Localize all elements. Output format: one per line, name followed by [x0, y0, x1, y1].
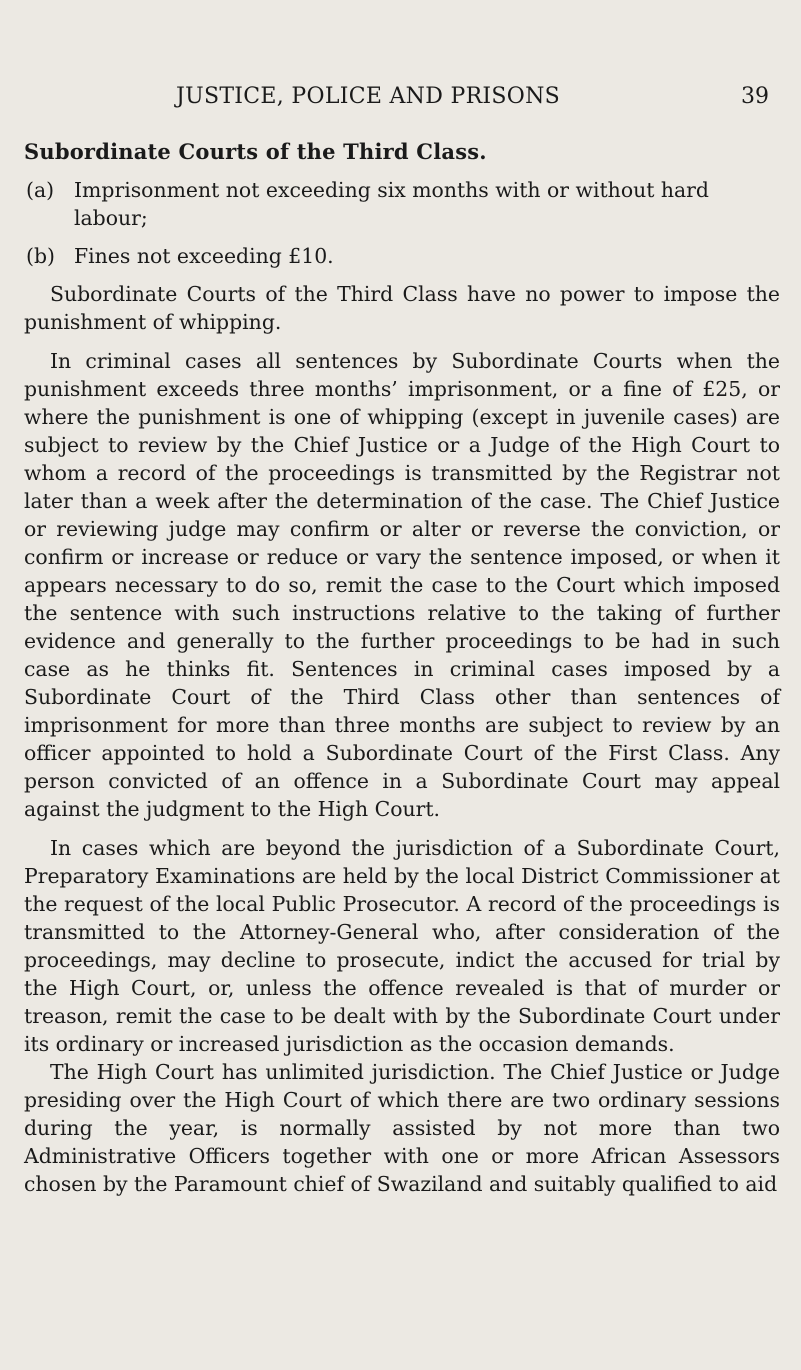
page-body: [24, 138, 780, 1209]
list-item-a: [24, 176, 780, 232]
list-item-b: [24, 242, 780, 270]
list-item-label: (b): [26, 244, 55, 268]
paragraph-preparatory-examinations: In cases which are beyond the jurisdiction of a Subordinate Court, Preparatory Examinations are held by the local District Commissioner at the request of the local Public Prosecutor. A record of the proceedings is transmitted to the Attorney-General who, after consideration of the proceedings, may decline to prosecute, indict the accused for trial by the High Court, or, unless the offence revealed is that of murder or treason, remit the case to be dealt with by the Subordinate Court under its ordinary or increased jurisdiction as the occasion demands.: [24, 836, 780, 1056]
list-item-text: Imprisonment not exceeding six months with or without hard labour;: [74, 178, 709, 230]
list-item-label: (a): [26, 178, 55, 202]
paragraph-high-court: The High Court has unlimited jurisdiction. The Chief Justice or Judge presiding over the High Court of which there are two ordinary sessions during the year, is normally assisted by not more than two Administrative Officers together with one or more African Assessors chosen by the Paramount chief of Swaziland and suitably qualified to aid: [24, 1060, 780, 1196]
paragraph-whipping: Subordinate Courts of the Third Class have no power to impose the punishment of whipping.: [24, 282, 780, 334]
paragraph-review: In criminal cases all sentences by Subordinate Courts when the punishment exceeds three months’ imprisonment, or a fine of £25, or where the punishment is one of whipping (except in juvenile cases) are subject to review by the Chief Justice or a Judge of the High Court to whom a record of the proceedings is transmitted by the Registrar not later than a week after the determination of the case. The Chief Justice or reviewing judge may confirm or alter or reverse the conviction, or confirm or increase or reduce or vary the sentence imposed, or when it appears necessary to do so, remit the case to the Court which imposed the sentence with such instructions relative to the taking of further evidence and generally to the further proceedings to be had in such case as he thinks fit. Sentences in criminal cases imposed by a Subordinate Court of the Third Class other than sentences of imprisonment for more than three months are subject to review by an officer appointed to hold a Subordinate Court of the First Class. Any person convicted of an offence in a Subordinate Court may appeal against the judgment to the High Court.: [24, 349, 780, 821]
running-head: [0, 84, 801, 114]
section-heading: Subordinate Courts of the Third Class.: [24, 139, 487, 164]
running-title: JUSTICE, POLICE AND PRISONS: [176, 84, 561, 109]
page-number: 39: [741, 84, 769, 109]
list-item-text: Fines not exceeding £10.: [74, 244, 334, 268]
